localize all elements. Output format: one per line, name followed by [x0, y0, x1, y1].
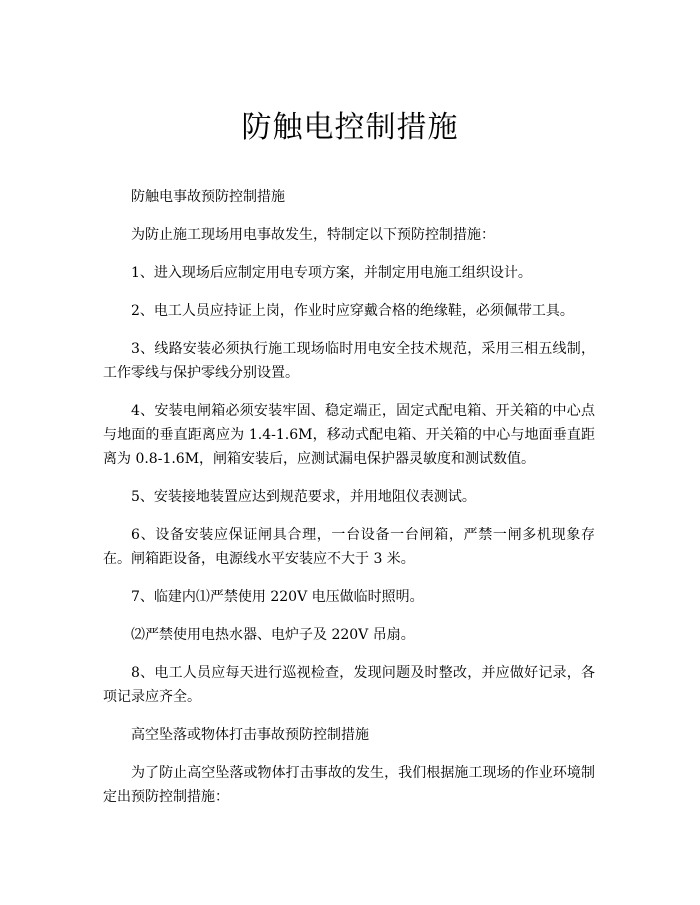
paragraph: 3、线路安装必须执行施工现场临时用电安全技术规范，采用三相五线制，工作零线与保护零线分别设置。: [103, 341, 595, 381]
paragraph: 7、临建内⑴严禁使用 220V 电压做临时照明。: [131, 589, 424, 605]
paragraph: 5、安装接地装置应达到规范要求，并用地阻仪表测试。: [131, 489, 476, 505]
document-title: 防触电控制措施: [241, 110, 459, 145]
paragraph: 4、安装电闸箱必须安装牢固、稳定端正，固定式配电箱、开关箱的中心点与地面的垂直距离应为 1.4-1.6M，移动式配电箱、开关箱的中心与地面垂直距离为 0.8-1.6M，闸箱安装后，应测试漏电保护器灵敏度和测试数值。: [103, 403, 595, 467]
section-heading: 高空坠落或物体打击事故预防控制措施: [131, 727, 369, 743]
paragraph: ⑵严禁使用电热水器、电炉子及 220V 吊扇。: [131, 627, 415, 643]
paragraph: 为防止施工现场用电事故发生，特制定以下预防控制措施：: [131, 227, 495, 243]
paragraph: 6、设备安装应保证闸具合理，一台设备一台闸箱，严禁一闸多机现象存在。闸箱距设备，电源线水平安装应不大于 3 米。: [103, 527, 595, 567]
paragraph: 1、进入现场后应制定用电专项方案，并制定用电施工组织设计。: [131, 265, 532, 281]
document-body: [103, 185, 595, 823]
paragraph: 8、电工人员应每天进行巡视检查，发现问题及时整改，并应做好记录，各项记录应齐全。: [103, 665, 595, 705]
paragraph: 2、电工人员应持证上岗，作业时应穿戴合格的绝缘鞋，必须佩带工具。: [131, 303, 574, 319]
section-heading: 防触电事故预防控制措施: [131, 189, 285, 205]
paragraph: 为了防止高空坠落或物体打击事故的发生，我们根据施工现场的作业环境制定出预防控制措施：: [103, 765, 595, 805]
